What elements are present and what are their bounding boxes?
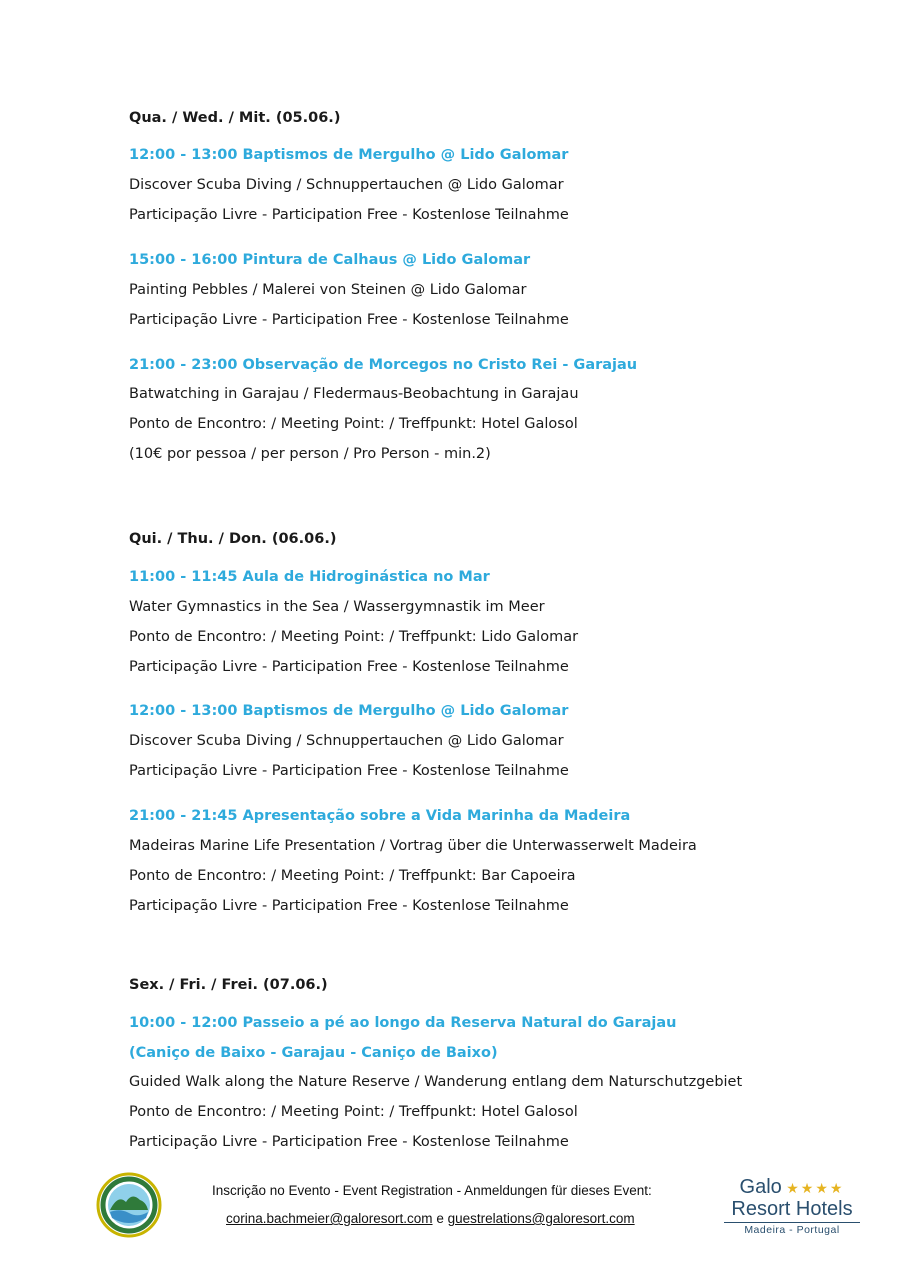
event-line: Ponto de Encontro: / Meeting Point: / Treffpunkt: Bar Capoeira <box>129 868 576 884</box>
event-line: Participação Livre - Participation Free - Kostenlose Teilnahme <box>129 659 569 675</box>
event-subtitle: (Caniço de Baixo - Garajau - Caniço de Baixo) <box>129 1045 498 1061</box>
event-line: Participação Livre - Participation Free - Kostenlose Teilnahme <box>129 207 569 223</box>
event-line: Madeiras Marine Life Presentation / Vortrag über die Unterwasserwelt Madeira <box>129 838 697 854</box>
event-line: Participação Livre - Participation Free - Kostenlose Teilnahme <box>129 898 569 914</box>
event-line: Water Gymnastics in the Sea / Wassergymnastik im Meer <box>129 599 545 615</box>
contact-emails <box>226 1211 635 1226</box>
event-title: 11:00 - 11:45 Aula de Hidroginástica no Mar <box>129 569 490 585</box>
registration-text: Inscrição no Evento - Event Registration - Anmeldungen für dieses Event: <box>212 1183 652 1198</box>
event-title: 15:00 - 16:00 Pintura de Calhaus @ Lido Galomar <box>129 252 531 268</box>
day-heading: Qui. / Thu. / Don. (06.06.) <box>129 531 337 547</box>
star-rating-icon: ★★★★ <box>786 1180 845 1196</box>
event-line: Participação Livre - Participation Free - Kostenlose Teilnahme <box>129 763 569 779</box>
email-link-corina[interactable]: corina.bachmeier@galoresort.com <box>226 1211 433 1226</box>
galo-resort-logo <box>718 1176 866 1242</box>
event-line: (10€ por pessoa / per person / Pro Person - min.2) <box>129 446 491 462</box>
event-title: 10:00 - 12:00 Passeio a pé ao longo da Reserva Natural do Garajau <box>129 1015 677 1031</box>
day-heading: Sex. / Fri. / Frei. (07.06.) <box>129 977 328 993</box>
event-line: Guided Walk along the Nature Reserve / Wanderung entlang dem Naturschutzgebiet <box>129 1074 743 1090</box>
brand-name: Galo <box>739 1176 782 1198</box>
brand-divider <box>724 1222 860 1223</box>
event-line: Ponto de Encontro: / Meeting Point: / Treffpunkt: Hotel Galosol <box>129 416 578 432</box>
event-title: 21:00 - 21:45 Apresentação sobre a Vida Marinha da Madeira <box>129 808 631 824</box>
event-title: 12:00 - 13:00 Baptismos de Mergulho @ Lido Galomar <box>129 703 569 719</box>
event-line: Discover Scuba Diving / Schnuppertauchen @ Lido Galomar <box>129 733 564 749</box>
parque-natural-seal-icon <box>96 1172 162 1238</box>
event-title: 12:00 - 13:00 Baptismos de Mergulho @ Lido Galomar <box>129 147 569 163</box>
email-link-guestrelations[interactable]: guestrelations@galoresort.com <box>447 1211 635 1226</box>
brand-subtitle: Resort Hotels <box>731 1198 853 1220</box>
event-line: Ponto de Encontro: / Meeting Point: / Treffpunkt: Lido Galomar <box>129 629 579 645</box>
event-line: Painting Pebbles / Malerei von Steinen @ Lido Galomar <box>129 282 527 298</box>
event-line: Batwatching in Garajau / Fledermaus-Beobachtung in Garajau <box>129 386 579 402</box>
event-line: Participação Livre - Participation Free - Kostenlose Teilnahme <box>129 1134 569 1150</box>
event-title: 21:00 - 23:00 Observação de Morcegos no Cristo Rei - Garajau <box>129 357 638 373</box>
event-line: Discover Scuba Diving / Schnuppertauchen @ Lido Galomar <box>129 177 564 193</box>
event-line: Ponto de Encontro: / Meeting Point: / Treffpunkt: Hotel Galosol <box>129 1104 578 1120</box>
event-line: Participação Livre - Participation Free - Kostenlose Teilnahme <box>129 312 569 328</box>
day-heading: Qua. / Wed. / Mit. (05.06.) <box>129 110 341 126</box>
email-connector: e <box>436 1211 444 1226</box>
brand-location: Madeira - Portugal <box>744 1224 840 1236</box>
parque-natural-logo <box>96 1172 162 1238</box>
